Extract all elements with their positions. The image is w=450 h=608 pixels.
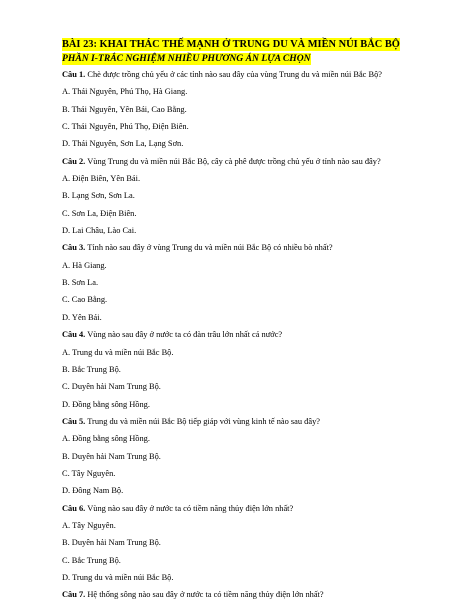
question-text	[62, 243, 438, 260]
question-text	[62, 157, 438, 174]
answer-option: A. Thái Nguyên, Phú Thọ, Hà Giang.	[62, 87, 188, 97]
answer-option: B. Lạng Sơn, Sơn La.	[62, 191, 135, 201]
answer-option: C. Cao Bằng.	[62, 295, 108, 305]
answer-option: A. Tây Nguyên.	[62, 520, 116, 530]
question-text	[62, 70, 438, 87]
question-prompt: Vùng nào sau đây ở nước ta có tiềm năng thủy điện lớn nhất?	[85, 503, 294, 513]
answer-option: D. Đông Nam Bộ.	[62, 486, 124, 496]
answer-option: B. Sơn La.	[62, 278, 99, 288]
section-heading: PHẦN I-TRẮC NGHIỆM NHIỀU PHƯƠNG ÁN LỰA CHỌN	[62, 53, 311, 64]
question-prompt: Vùng nào sau đây ở nước ta có đàn trâu lớn nhất cả nước?	[85, 330, 283, 340]
answer-option: C. Bắc Trung Bộ.	[62, 555, 121, 565]
question-text	[62, 504, 438, 521]
answer-option: C. Sơn La, Điện Biên.	[62, 208, 137, 218]
question-prompt: Tỉnh nào sau đây ở vùng Trung du và miền núi Bắc Bộ có nhiều bò nhất?	[85, 243, 333, 253]
answer-option: C. Tây Nguyên.	[62, 468, 116, 478]
answer-option: D. Đồng bằng sông Hồng.	[62, 399, 150, 409]
question-prompt: Hệ thống sông nào sau đây ở nước ta có tiềm năng thủy điện lớn nhất?	[85, 590, 324, 600]
document-title: BÀI 23: KHAI THÁC THẾ MẠNH Ở TRUNG DU VÀ MIỀN NÚI BẮC BỘ	[62, 39, 400, 50]
answer-option: D. Yên Bái.	[62, 312, 102, 322]
question-number: Câu 7.	[62, 590, 86, 600]
answer-option: D. Trung du và miền núi Bắc Bộ.	[62, 572, 174, 582]
question-number: Câu 5.	[62, 416, 86, 426]
question-number: Câu 1.	[62, 70, 86, 79]
question-prompt: Trung du và miền núi Bắc Bộ tiếp giáp với vùng kinh tế nào sau đây?	[85, 416, 320, 426]
question-text	[62, 590, 438, 607]
answer-option: D. Lai Châu, Lào Cai.	[62, 226, 137, 236]
answer-option: B. Thái Nguyên, Yên Bái, Cao Bằng.	[62, 104, 187, 114]
question-number: Câu 3.	[62, 243, 86, 253]
question-prompt: Vùng Trung du và miền núi Bắc Bộ, cây cà phê được trồng chủ yếu ở tỉnh nào sau đây?	[85, 156, 381, 166]
question-text	[62, 417, 438, 434]
answer-option: B. Bắc Trung Bộ.	[62, 364, 121, 374]
answer-option: C. Duyên hải Nam Trung Bộ.	[62, 382, 161, 392]
answer-option: B. Duyên hải Nam Trung Bộ.	[62, 538, 161, 548]
question-text	[62, 330, 438, 347]
answer-option: A. Điện Biên, Yên Bái.	[62, 174, 141, 184]
answer-option: D. Thái Nguyên, Sơn La, Lạng Sơn.	[62, 139, 184, 149]
question-number: Câu 4.	[62, 330, 86, 340]
question-list	[62, 70, 438, 608]
question-prompt: Chè được trồng chủ yếu ở các tỉnh nào sau đây của vùng Trung du và miền núi Bắc Bộ?	[85, 70, 382, 79]
answer-option: A. Trung du và miền núi Bắc Bộ.	[62, 347, 174, 357]
answer-option: A. Hà Giang.	[62, 260, 107, 270]
answer-option: C. Thái Nguyên, Phú Thọ, Điện Biên.	[62, 122, 189, 132]
answer-option: B. Duyên hải Nam Trung Bộ.	[62, 451, 161, 461]
answer-option: A. Đồng bằng sông Hồng.	[62, 434, 150, 444]
question-number: Câu 2.	[62, 156, 86, 166]
question-number: Câu 6.	[62, 503, 86, 513]
